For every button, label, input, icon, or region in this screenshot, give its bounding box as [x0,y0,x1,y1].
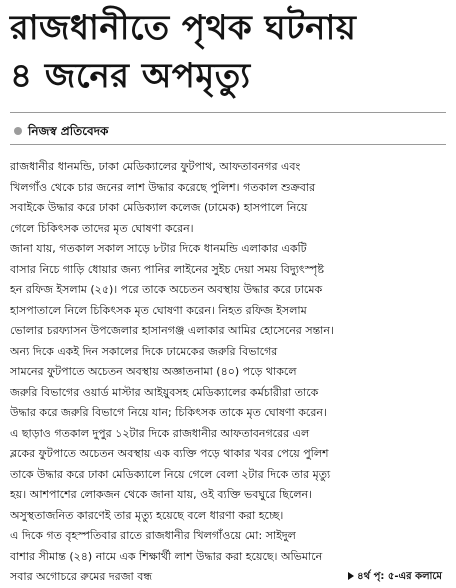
divider [10,144,446,145]
headline-line: ৪ জনের অপমৃত্যু [10,56,251,96]
bullet-dot-icon [14,127,22,135]
body-line: অন্য দিকে একই দিন সকালের দিকে ঢামেকের জরুরি বিভাগের [10,344,278,358]
byline [14,122,108,140]
article-body [10,157,446,588]
body-line: জানা যায়, গতকাল সকাল সাড়ে ৮টার দিকে ধানমন্ডি এলাকার একটি [10,242,307,255]
divider [10,112,446,113]
body-line: খিলগাঁও থেকে চার জনের লাশ উদ্ধার করেছে পুলিশ। গতকাল শুক্রবার [10,180,316,194]
body-line: বাশার সীমান্ত (২৪) নামে এক শিক্ষার্থী লাশ উদ্ধার করা হয়েছে। অভিমানে [10,549,323,563]
triangle-right-icon [348,572,354,580]
continuation-text: ৪র্থ পৃ: ৫-এর কলামে [357,571,442,582]
body-line: গেলে চিকিৎসক তাদের মৃত ঘোষণা করেন। [10,221,194,235]
body-line: অসুস্থতাজনিত কারণেই তার মৃত্যু হয়েছে বলে ধারণা করা হচ্ছে। [10,508,284,522]
body-line: রাজধানীর ধানমন্ডি, ঢাকা মেডিক্যালের ফুটপাথ, আফতাবনগর এবং [10,160,301,173]
body-line: এ ছাড়াও গতকাল দুপুর ১২টার দিকে রাজধানীর আফতাবনগরের এল [10,426,310,440]
body-line: উদ্ধার করে জরুরি বিভাগে নিয়ে যান; চিকিৎসক তাকে মৃত ঘোষণা করেন। [10,406,327,419]
body-line: ভোলার চরফ্যাসন উপজেলার হাসানগঞ্জ এলাকার আমির হোসেনের সন্তান। [10,324,334,337]
body-line: জরুরি বিভাগের ওয়ার্ড মাস্টার আইয়ুবসহ মেডিক্যালের কর্মচারীরা তাকে [10,385,319,399]
body-line: বাসার নিচে গাড়ি ধোয়ার জন্য পানির লাইনের সুইচ দেয়া সময় বিদ্যুৎস্পৃষ্ট [10,262,324,276]
headline-line: রাজধানীতে পৃথক ঘটনায় [10,8,357,48]
continuation-note [344,569,446,585]
body-line: হয়। আশপাশের লোকজন থেকে জানা যায়, ওই ব্যক্তি ভবঘুরে ছিলেন। [10,488,313,501]
body-line: এ দিকে গত বৃহস্পতিবার রাতে রাজধানীর খিলগাঁওয়ে মো: সাইদুল [10,529,296,542]
byline-text: নিজস্ব প্রতিবেদক [28,124,109,138]
body-line: সবাইকে উদ্ধার করে ঢাকা মেডিক্যাল কলেজ (ঢামেক) হাসপালে নিয়ে [10,201,308,214]
body-line: তাকে উদ্ধার করে ঢাকা মেডিক্যালে নিয়ে গেলে বেলা ২টার দিকে তার মৃত্যু [10,467,331,481]
body-line: ব্লকের ফুটপাতে অচেতন অবস্থায় এক ব্যক্তি পড়ে থাকার খবর পেয়ে পুলিশ [10,447,329,460]
body-line: সামনের ফুটপাতে অচেতন অবস্থায় অজ্ঞাতনামা (৪০) পড়ে থাকলে [10,365,297,378]
body-line: হন রফিজ ইসলাম (২৫)। পরে তাকে অচেতন অবস্থায় উদ্ধার করে ঢামেক [10,283,323,296]
body-line: হাসপাতালে নিলে চিকিৎসক মৃত ঘোষণা করেন। নিহত রফিজ ইসলাম [10,303,307,317]
headline [10,4,450,100]
body-line: সবার অগোচরে রুমের দরজা বন্ধ [10,570,153,583]
